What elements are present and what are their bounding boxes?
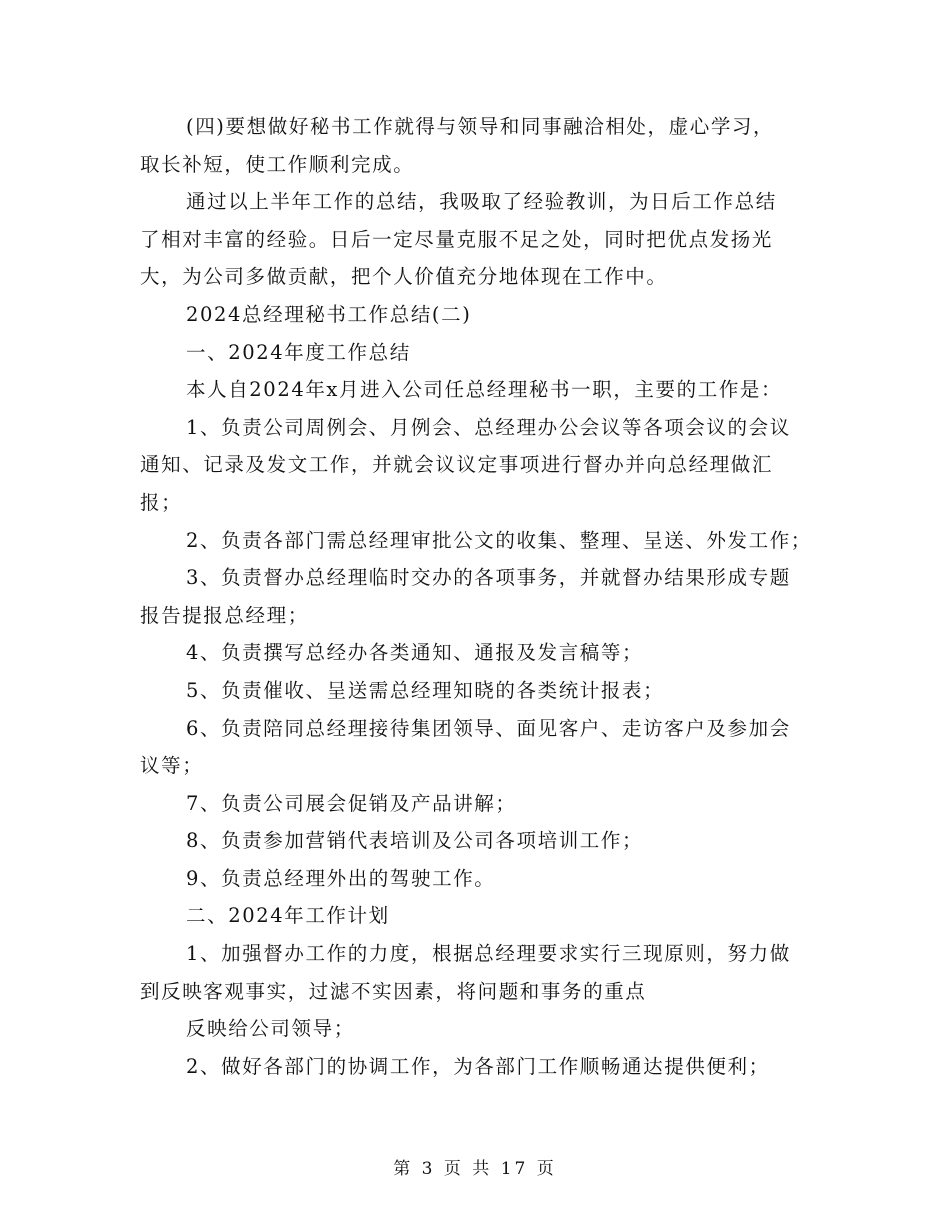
- text-line: 通知、记录及发文工作，并就会议议定事项进行督办并向总经理做汇: [140, 453, 774, 477]
- text-line: 通过以上半年工作的总结，我吸取了经验教训，为日后工作总结: [186, 190, 777, 214]
- list-item: 8、负责参加营销代表培训及公司各项培训工作；: [186, 829, 644, 853]
- list-item: 7、负责公司展会促销及产品讲解；: [186, 791, 517, 815]
- text-line: 反映给公司领导；: [186, 1017, 355, 1041]
- text-block: [140, 108, 820, 1085]
- text-line: (四)要想做好秘书工作就得与领导和同事融洽相处，虚心学习，: [186, 115, 775, 138]
- text-line: 到反映客观事实，过滤不实因素，将问题和事务的重点: [140, 979, 647, 1003]
- document-body: [140, 108, 820, 1085]
- list-item: 1、负责公司周例会、月例会、总经理办公会议等各项会议的会议: [186, 415, 791, 439]
- list-item: 9、负责总经理外出的驾驶工作。: [186, 866, 496, 890]
- list-item: 2、做好各部门的协调工作，为各部门工作顺畅通达提供便利；: [186, 1054, 770, 1078]
- section-heading: 一、2024年度工作总结: [186, 340, 411, 364]
- text-line: 报告提报总经理；: [140, 603, 309, 627]
- list-item: 1、加强督办工作的力度，根据总经理要求实行三现原则，努力做: [186, 942, 791, 966]
- text-line: 本人自2024年x月进入公司任总经理秘书一职，主要的工作是：: [186, 378, 783, 402]
- list-item: 5、负责催收、呈送需总经理知晓的各类统计报表；: [186, 678, 665, 702]
- page-number-footer: 第 3 页 共 17 页: [393, 1159, 557, 1179]
- section-heading: 2024总经理秘书工作总结(二): [186, 302, 472, 326]
- text-line: 议等；: [140, 754, 204, 778]
- list-item: 2、负责各部门需总经理审批公文的收集、整理、呈送、外发工作；: [186, 528, 812, 552]
- text-line: 了相对丰富的经验。日后一定尽量克服不足之处，同时把优点发扬光: [140, 227, 774, 251]
- list-item: 3、负责督办总经理临时交办的各项事务，并就督办结果形成专题: [186, 566, 791, 590]
- text-line: 大，为公司多做贡献，把个人价值充分地体现在工作中。: [140, 265, 668, 289]
- list-item: 4、负责撰写总经办各类通知、通报及发言稿等；: [186, 641, 644, 665]
- section-heading: 二、2024年工作计划: [186, 904, 390, 928]
- text-line: 取长补短，使工作顺利完成。: [140, 152, 415, 176]
- list-item: 6、负责陪同总经理接待集团领导、面见客户、走访客户及参加会: [186, 716, 791, 740]
- text-line: 报；: [140, 490, 183, 514]
